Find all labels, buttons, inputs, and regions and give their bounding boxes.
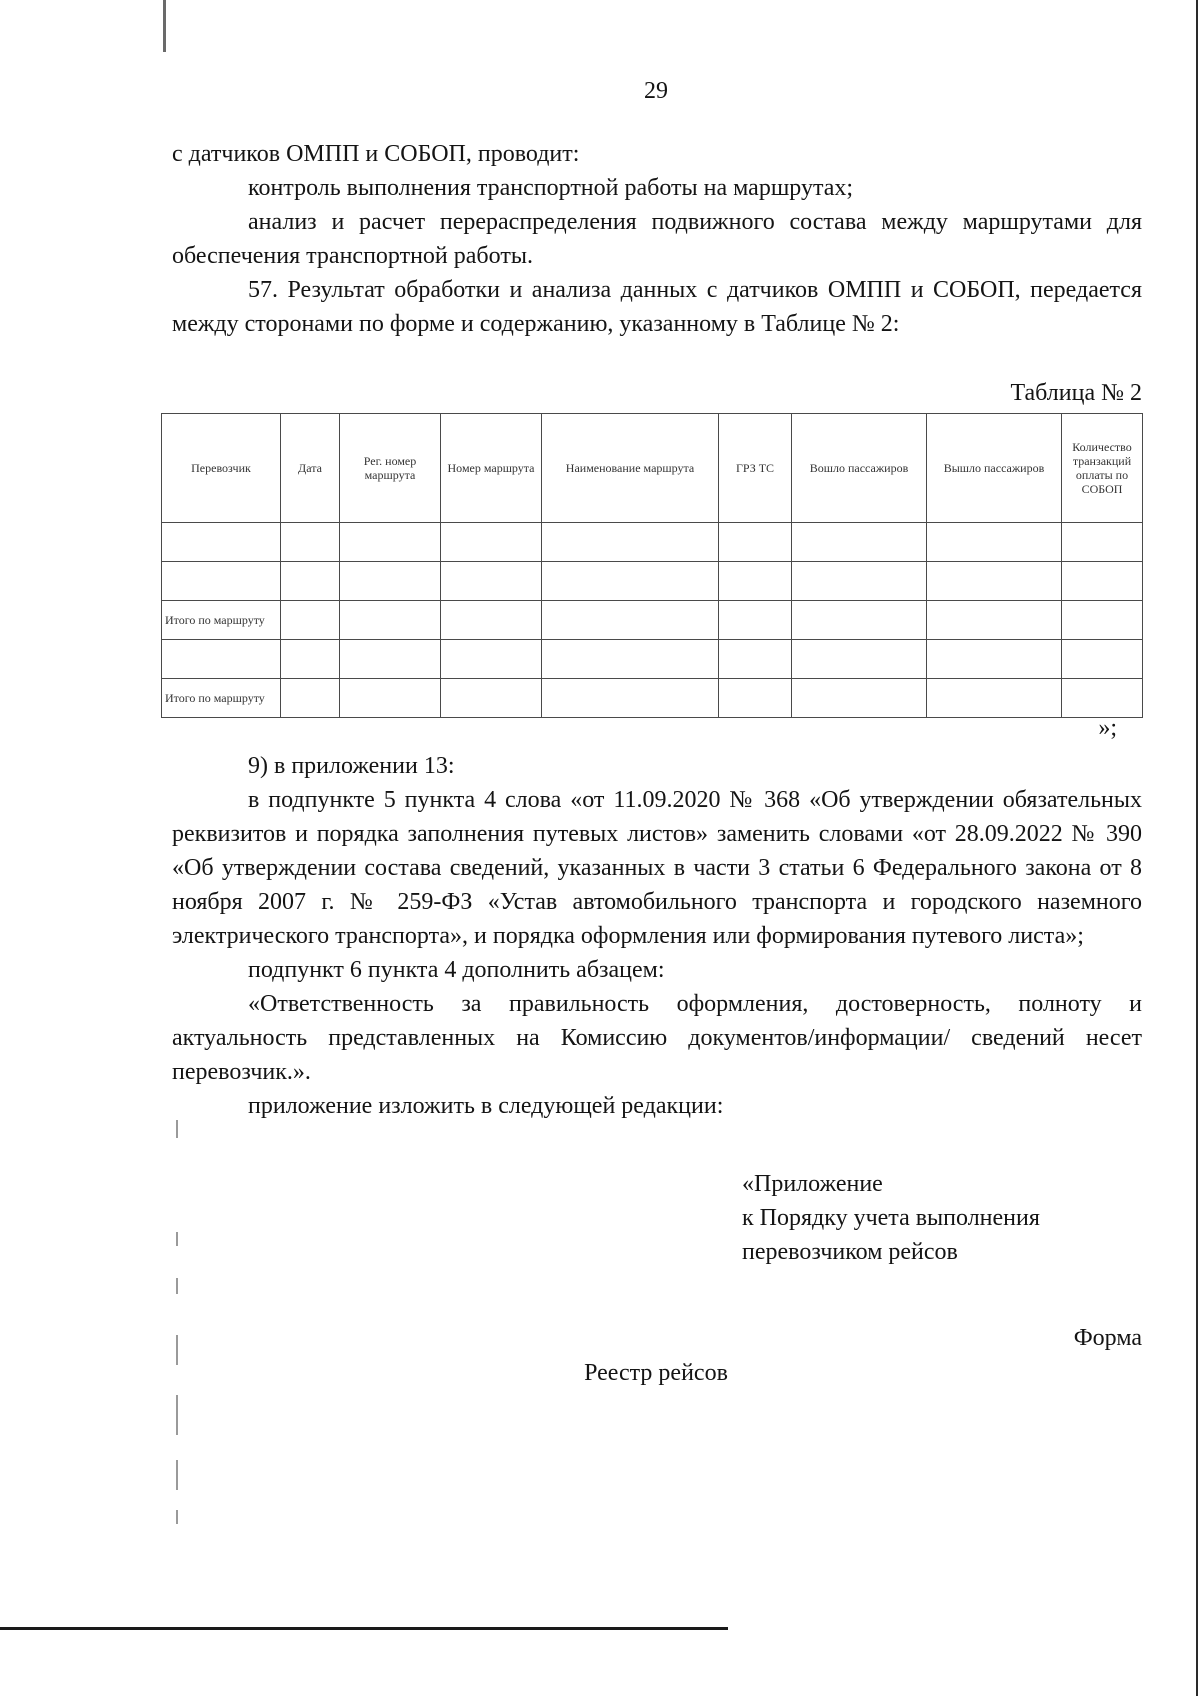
table-cell [340,679,441,718]
table-cell [542,679,719,718]
table-cell [927,640,1062,679]
scan-artifact-right-edge [1196,0,1198,1696]
table-row [162,640,1143,679]
paragraph: с датчиков ОМПП и СОБОП, проводит: [172,141,580,167]
table-cell [719,640,792,679]
table-cell [162,640,281,679]
table-header-row [162,414,1143,523]
table-cell [542,562,719,601]
table-cell [1062,640,1143,679]
table-cell [719,523,792,562]
table-cell [792,562,927,601]
table-cell [719,562,792,601]
table-cell [340,601,441,640]
col-header-boarded: Вошло пассажиров [792,414,927,523]
table-cell [281,562,340,601]
paragraph: 57. Результат обработки и анализа данных с датчиков ОМПП и СОБОП, передается между сторонами по форме и содержанию, указанному в Таблице № 2: [172,277,1142,337]
paragraph: в подпункте 5 пункта 4 слова «от 11.09.2020 № 368 «Об утверждении обязательных реквизитов и порядка заполнения путевых листов» заменить словами «от 28.09.2022 № 390 «Об утверждении состава сведений, указанных в части 3 статьи 6 Федерального закона от 8 ноября 2007 г. № 259-ФЗ «Устав автомобильного транспорта и городского наземного электрического транспорта», и порядка оформления или формирования путевого листа»; [172,787,1142,949]
col-header-route-number: Номер маршрута [441,414,542,523]
paragraph: «Ответственность за правильность оформления, достоверность, полноту и актуальность представленных на Комиссию документов/информации/ сведений несет перевозчик.». [172,991,1142,1085]
table-cell [281,679,340,718]
col-header-carrier: Перевозчик [162,414,281,523]
table-cell [792,679,927,718]
page-number: 29 [644,78,668,104]
table-cell [792,601,927,640]
table-cell [441,679,542,718]
paragraph: контроль выполнения транспортной работы на маршрутах; [248,175,854,201]
table-cell [162,523,281,562]
paragraph: приложение изложить в следующей редакции: [248,1093,724,1119]
scan-artifact-top [163,0,166,52]
appendix-line: перевозчиком рейсов [742,1239,958,1265]
col-header-plate: ГРЗ ТС [719,414,792,523]
table-row [162,562,1143,601]
appendix-line: к Порядку учета выполнения [742,1205,1040,1231]
appendix-heading [742,1167,1040,1269]
table-cell [281,640,340,679]
table-cell [441,562,542,601]
appendix-line: «Приложение [742,1171,883,1197]
table-row-route-total [162,679,1143,718]
route-total-label: Итого по маршруту [162,679,281,718]
table-cell [1062,562,1143,601]
bottom-text-block [172,749,1142,1123]
table-cell [340,562,441,601]
table-cell [1062,523,1143,562]
table-cell [281,523,340,562]
table-cell [927,679,1062,718]
table-cell [441,523,542,562]
col-header-transactions: Количество транзакций оплаты по СОБОП [1062,414,1143,523]
table-caption: Таблица № 2 [1010,380,1142,406]
table-cell [340,523,441,562]
paragraph: подпункт 6 пункта 4 дополнить абзацем: [248,957,665,983]
col-header-alighted: Вышло пассажиров [927,414,1062,523]
table-cell [792,523,927,562]
table-cell [927,562,1062,601]
col-header-route-name: Наименование маршрута [542,414,719,523]
table-cell [927,523,1062,562]
closing-quote-mark: »; [1098,715,1117,741]
table-cell [719,601,792,640]
table-row [162,523,1143,562]
table-row-route-total [162,601,1143,640]
paragraph: анализ и расчет перераспределения подвижного состава между маршрутами для обеспечения транспортной работы. [172,209,1142,269]
table-cell [340,640,441,679]
passenger-data-table [161,413,1143,718]
table-cell [441,601,542,640]
table-cell [441,640,542,679]
col-header-reg-number: Рег. номер маршрута [340,414,441,523]
col-header-date: Дата [281,414,340,523]
scan-artifact-bottom-line [0,1627,728,1630]
table-cell [542,523,719,562]
paragraph: 9) в приложении 13: [248,753,455,779]
table-cell [1062,679,1143,718]
table-cell [542,640,719,679]
table-cell [927,601,1062,640]
table-cell [719,679,792,718]
table-cell [792,640,927,679]
table-cell [281,601,340,640]
table-cell [1062,601,1143,640]
register-title: Реестр рейсов [584,1360,728,1386]
table-cell [162,562,281,601]
table-cell [542,601,719,640]
route-total-label: Итого по маршруту [162,601,281,640]
top-text-block [172,137,1142,341]
form-label: Форма [1073,1325,1142,1351]
